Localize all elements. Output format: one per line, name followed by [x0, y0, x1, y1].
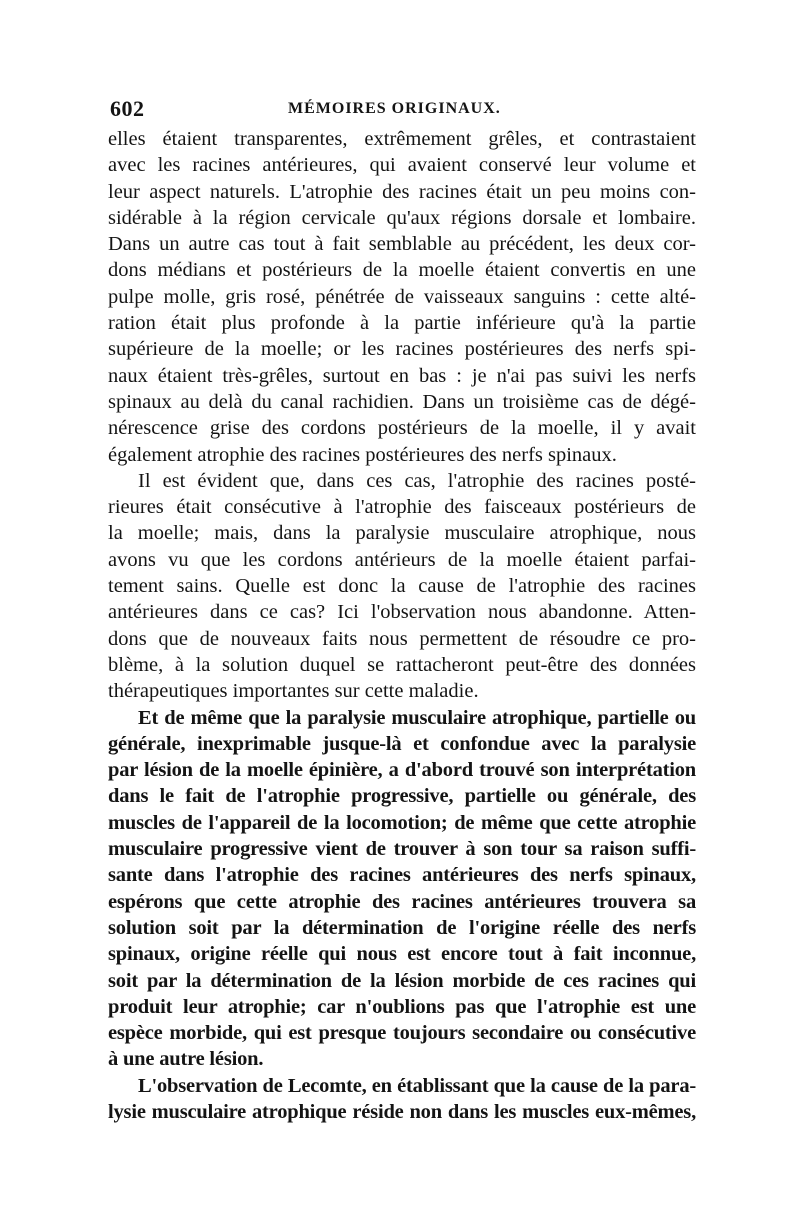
paragraph-3: [108, 705, 698, 1073]
text-line: rieures était consécutive à l'atrophie des faisceaux postérieurs de: [108, 496, 696, 519]
text-line: spinaux, origine réelle qui nous est encore tout à fait inconnue,: [108, 943, 696, 966]
body-text: [108, 126, 698, 1125]
text-line: naux étaient très-grêles, surtout en bas : je n'ai pas suivi les nerfs: [108, 364, 696, 387]
text-line: avons vu que les cordons antérieurs de la moelle étaient parfai-: [108, 548, 696, 571]
text-line: Dans un autre cas tout à fait semblable au précédent, les deux cor-: [108, 233, 696, 256]
paragraph-1: [108, 126, 698, 468]
text-line: pulpe molle, gris rosé, pénétrée de vaisseaux sanguins : cette alté-: [108, 285, 696, 308]
running-title: MÉMOIRES ORIGINAUX.: [288, 100, 501, 117]
text-line: sante dans l'atrophie des racines antérieures des nerfs spinaux,: [108, 864, 696, 887]
text-line: leur aspect naturels. L'atrophie des racines était un peu moins con-: [108, 180, 696, 203]
text-line: par lésion de la moelle épinière, a d'abord trouvé son interprétation: [108, 759, 696, 782]
text-line: Et de même que la paralysie musculaire atrophique, partielle ou: [138, 706, 696, 729]
page-number: 602: [110, 96, 145, 121]
text-line: antérieures dans ce cas? Ici l'observation nous abandonne. Atten-: [108, 601, 696, 624]
text-line: lysie musculaire atrophique réside non dans les muscles eux-mêmes,: [108, 1100, 696, 1123]
text-line: la moelle; mais, dans la paralysie musculaire atrophique, nous: [108, 522, 696, 545]
text-line: espérons que cette atrophie des racines antérieures trouvera sa: [108, 890, 696, 913]
text-line: dons médians et postérieurs de la moelle étaient convertis en une: [108, 259, 696, 282]
paragraph-2: [108, 468, 698, 705]
text-line: spinaux au delà du canal rachidien. Dans un troisième cas de dégé-: [108, 390, 696, 413]
text-line: solution soit par la détermination de l'origine réelle des nerfs: [108, 916, 696, 939]
text-line: nérescence grise des cordons postérieurs de la moelle, il y avait: [108, 417, 696, 440]
text-line: également atrophie des racines postérieures des nerfs spinaux.: [108, 443, 617, 466]
text-line: Il est évident que, dans ces cas, l'atrophie des racines posté-: [138, 469, 696, 492]
text-line: L'observation de Lecomte, en établissant que la cause de la para-: [138, 1074, 696, 1097]
text-line: supérieure de la moelle; or les racines postérieures des nerfs spi-: [108, 338, 696, 361]
text-line: produit leur atrophie; car n'oublions pas que l'atrophie est une: [108, 995, 696, 1018]
text-line: elles étaient transparentes, extrêmement grêles, et contrastaient: [108, 128, 696, 150]
text-line: soit par la détermination de la lésion morbide de ces racines qui: [108, 969, 696, 992]
paragraph-4: [108, 1073, 698, 1126]
text-line: à une autre lésion.: [108, 1048, 264, 1071]
text-line: espèce morbide, qui est presque toujours secondaire ou consécutive: [108, 1022, 696, 1045]
text-line: avec les racines antérieures, qui avaient conservé leur volume et: [108, 154, 696, 177]
text-line: musculaire progressive vient de trouver à son tour sa raison suffi-: [108, 838, 696, 861]
text-line: blème, à la solution duquel se rattacheront peut-être des données: [108, 653, 696, 676]
text-line: muscles de l'appareil de la locomotion; de même que cette atrophie: [108, 811, 696, 834]
page-header: [108, 96, 698, 126]
text-line: générale, inexprimable jusque-là et confondue avec la paralysie: [108, 732, 696, 755]
text-line: sidérable à la région cervicale qu'aux régions dorsale et lombaire.: [108, 206, 696, 229]
page: [108, 96, 698, 1125]
text-line: dons que de nouveaux faits nous permettent de résoudre ce pro-: [108, 627, 696, 650]
text-line: dans le fait de l'atrophie progressive, partielle ou générale, des: [108, 785, 696, 808]
text-line: tement sains. Quelle est donc la cause de l'atrophie des racines: [108, 575, 696, 598]
text-line: ration était plus profonde à la partie inférieure qu'à la partie: [108, 312, 696, 335]
text-line: thérapeutiques importantes sur cette maladie.: [108, 680, 479, 703]
